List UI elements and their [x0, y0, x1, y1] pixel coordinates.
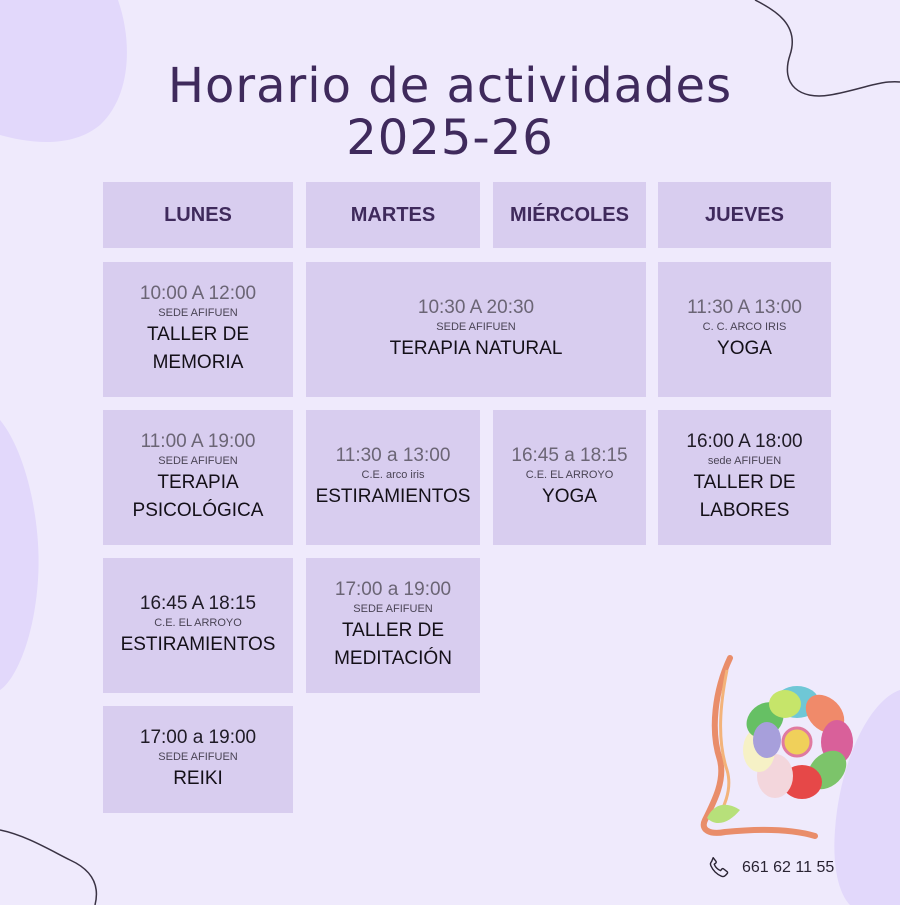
activity-name: TERAPIA	[157, 472, 239, 493]
activity-time: 16:45 A 18:15	[139, 593, 257, 614]
header-label: LUNES	[164, 203, 232, 226]
activity-time: 11:30 A 13:00	[687, 297, 802, 318]
activity-lunes-1	[103, 262, 293, 397]
phone-icon	[706, 855, 732, 881]
activity-time: 16:45 a 18:15	[511, 445, 628, 466]
header-label: MIÉRCOLES	[510, 203, 629, 226]
activity-place: C. C. ARCO IRIS	[702, 321, 787, 333]
header-label: JUEVES	[705, 203, 784, 226]
flower-logo-icon	[685, 650, 855, 850]
activity-place: C.E. arco iris	[361, 469, 425, 481]
activity-time: 11:00 A 19:00	[140, 431, 256, 452]
activity-miercoles-2	[493, 410, 646, 545]
activity-place: sede AFIFUEN	[707, 455, 782, 467]
title-line-2: 2025-26	[346, 110, 554, 166]
header-lunes	[103, 182, 293, 248]
activity-name: PSICOLÓGICA	[132, 500, 264, 521]
activity-name: REIKI	[173, 768, 223, 789]
activity-name: MEMORIA	[152, 352, 244, 373]
activity-place: SEDE AFIFUEN	[158, 751, 238, 763]
activity-time: 10:00 A 12:00	[139, 283, 257, 304]
activity-martes-2	[306, 410, 480, 545]
activity-place: SEDE AFIFUEN	[353, 603, 433, 615]
activity-time: 16:00 A 18:00	[686, 431, 803, 452]
header-label: MARTES	[350, 203, 436, 226]
activity-name: ESTIRAMIENTOS	[315, 486, 471, 507]
activity-martes-3	[306, 558, 480, 693]
activity-place: C.E. EL ARROYO	[154, 617, 242, 629]
activity-name: LABORES	[699, 500, 790, 521]
header-miercoles	[493, 182, 646, 248]
activity-name: YOGA	[717, 338, 772, 359]
activity-lunes-4	[103, 706, 293, 813]
activity-place: SEDE AFIFUEN	[436, 321, 516, 333]
activity-name: TERAPIA NATURAL	[389, 338, 563, 359]
activity-name: ESTIRAMIENTOS	[120, 634, 276, 655]
title-line-1: Horario de actividades	[167, 58, 733, 114]
activity-time: 17:00 a 19:00	[334, 579, 452, 600]
activity-place: SEDE AFIFUEN	[158, 307, 238, 319]
activity-place: SEDE AFIFUEN	[158, 455, 238, 467]
phone-number[interactable]: 661 62 11 55	[742, 859, 835, 876]
activity-time: 17:00 a 19:00	[139, 727, 257, 748]
activity-martes-miercoles-1	[306, 262, 646, 397]
activity-time: 11:30 a 13:00	[335, 445, 451, 466]
activity-lunes-2	[103, 410, 293, 545]
activity-place: C.E. EL ARROYO	[525, 469, 614, 481]
activity-name: TALLER DE	[146, 324, 250, 345]
activity-time: 10:30 A 20:30	[417, 297, 535, 318]
activity-jueves-1	[658, 262, 831, 397]
activity-name: YOGA	[542, 486, 597, 507]
activity-jueves-2	[658, 410, 831, 545]
page-title	[0, 60, 900, 164]
header-jueves	[658, 182, 831, 248]
activity-name: MEDITACIÓN	[334, 648, 452, 669]
activity-name: TALLER DE	[693, 472, 796, 493]
activity-lunes-3	[103, 558, 293, 693]
header-martes	[306, 182, 480, 248]
contact-phone	[706, 855, 834, 881]
activity-name: TALLER DE	[341, 620, 445, 641]
